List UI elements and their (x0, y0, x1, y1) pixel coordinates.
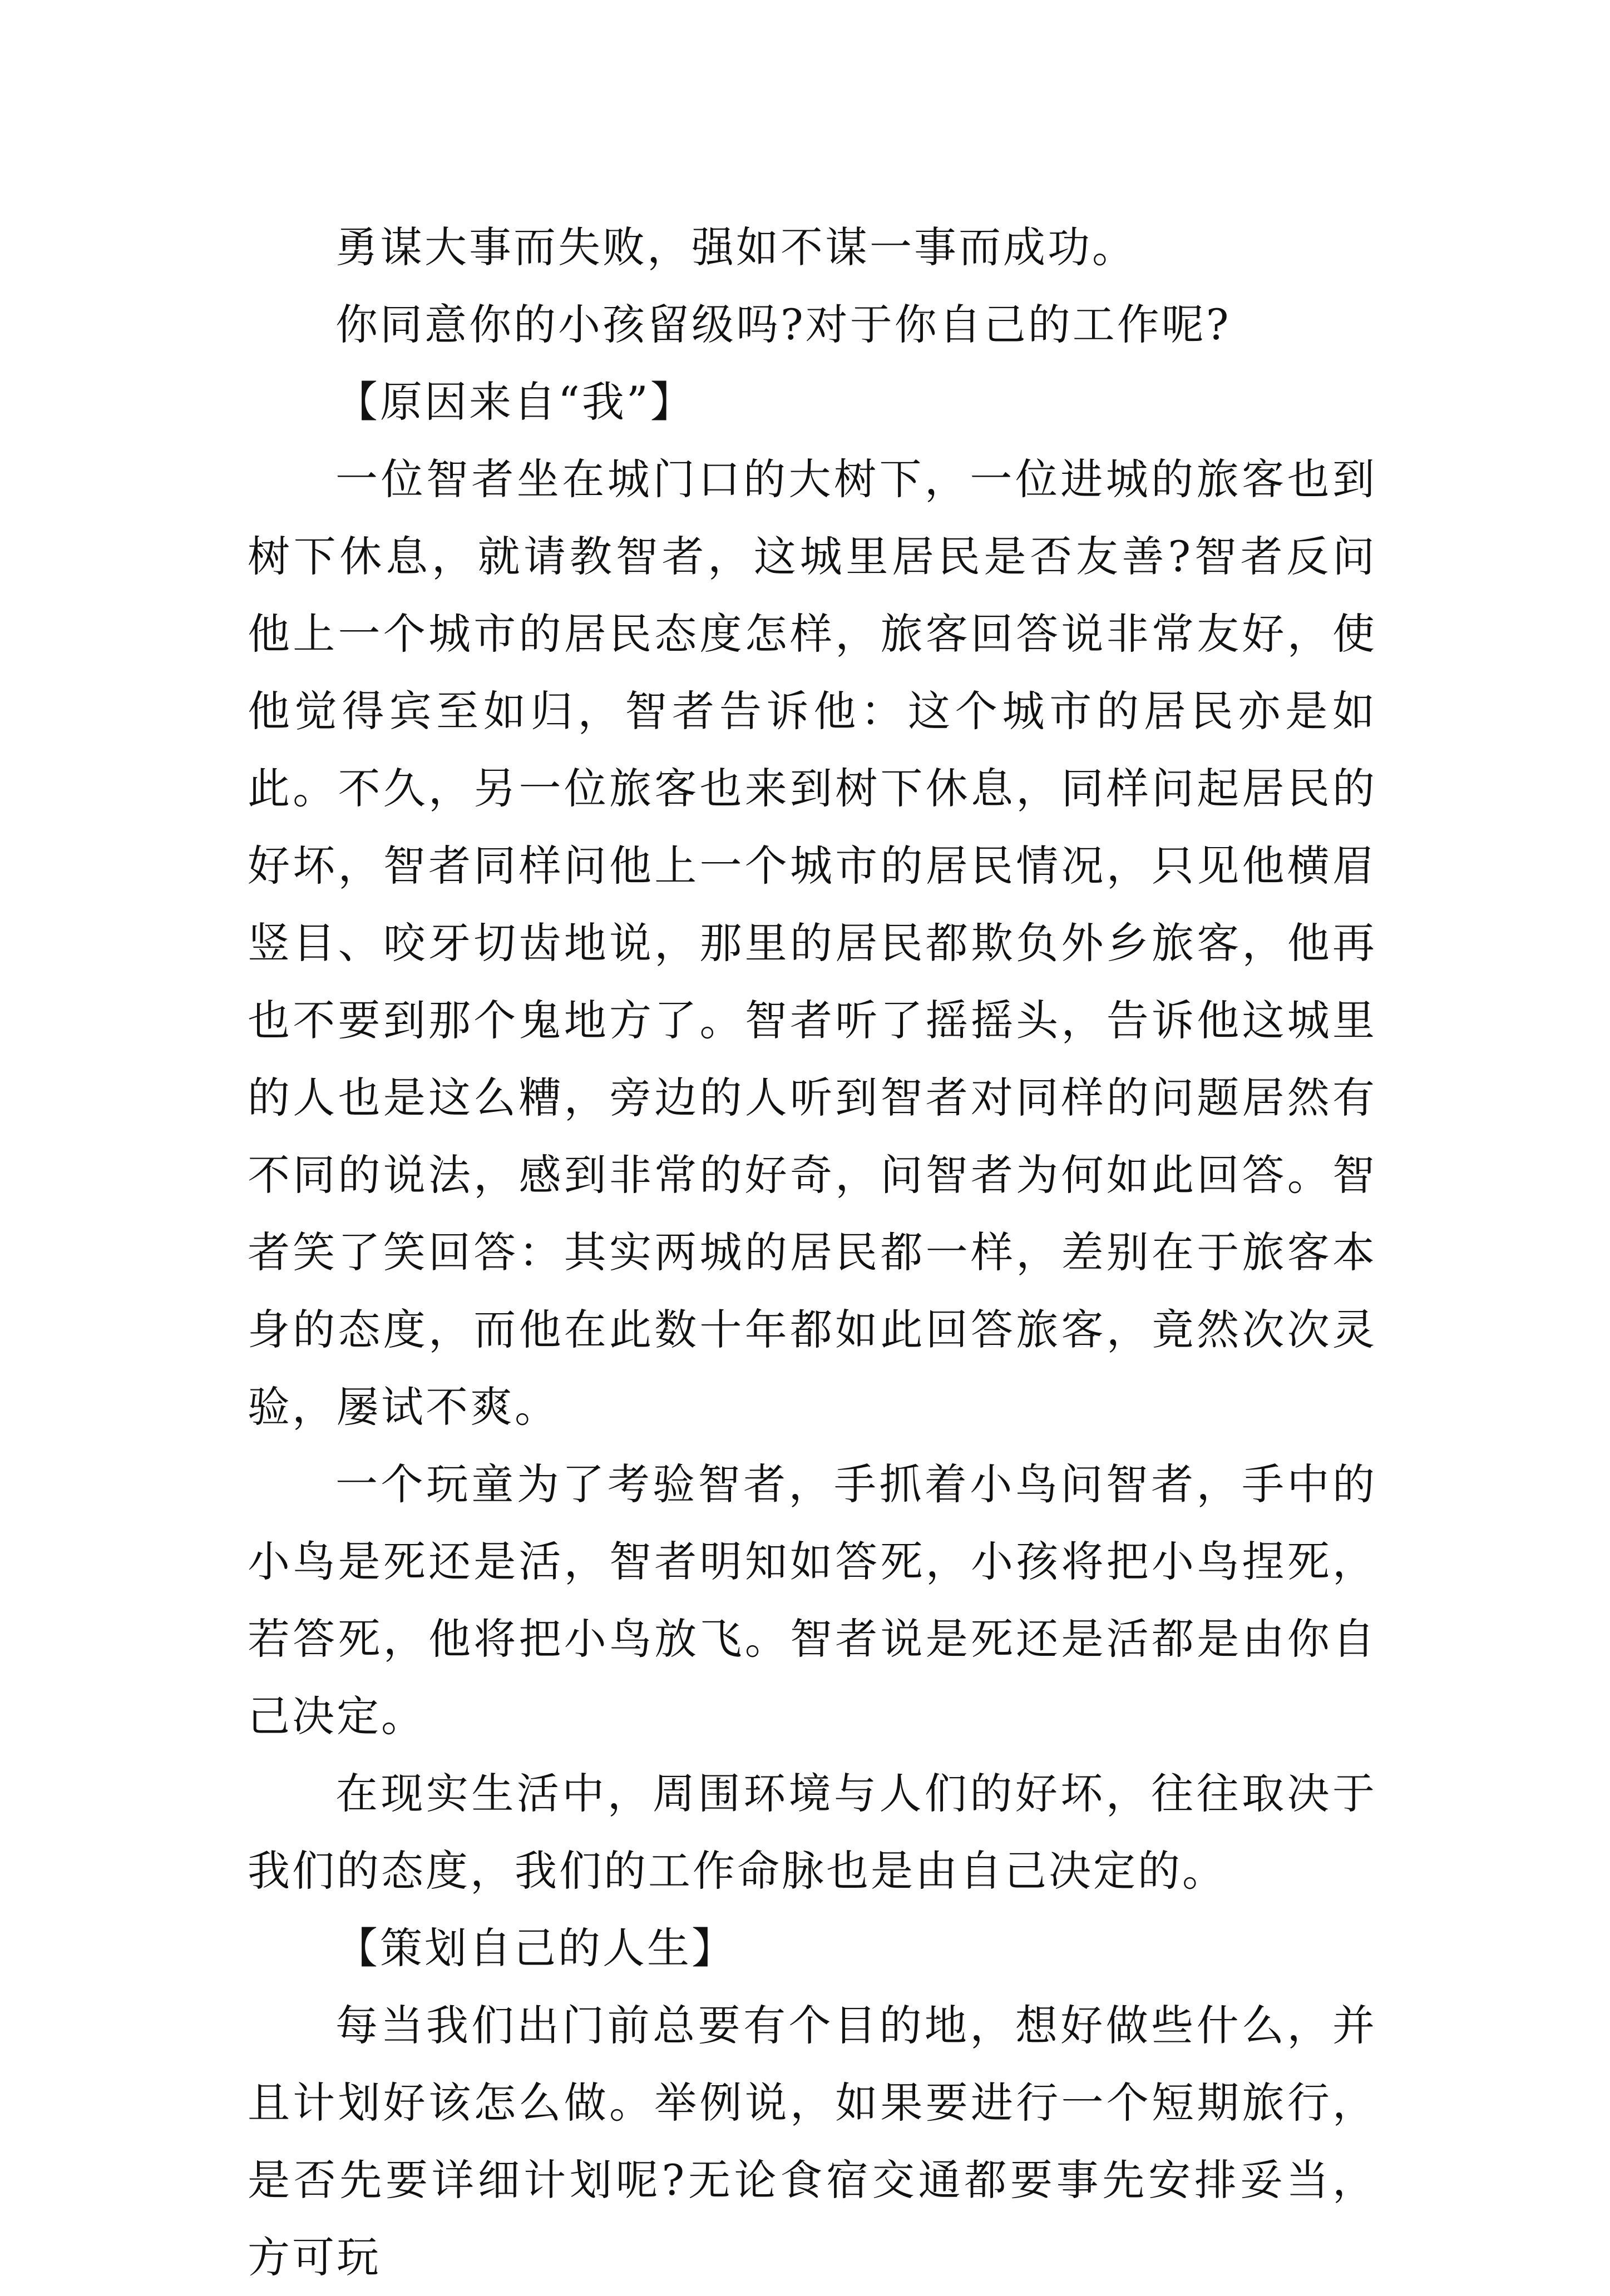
paragraph: 你同意你的小孩留级吗?对于你自己的工作呢? (335, 300, 1231, 349)
paragraph: 每当我们出门前总要有个目的地，想好做些什么，并且计划好该怎么做。举例说，如果要进行一个短期旅行，是否先要详细计划呢?无论食宿交通都要事先安排妥当，方可玩 (248, 2001, 1377, 2282)
paragraph: 一位智者坐在城门口的大树下，一位进城的旅客也到树下休息，就请教智者，这城里居民是否友善?智者反问他上一个城市的居民态度怎样，旅客回答说非常友好，使他觉得宾至如归，智者告诉他：这个城市的居民亦是如此。不久，另一位旅客也来到树下休息，同样问起居民的好坏，智者同样问他上一个城市的居民情况，只见他横眉竖目、咬牙切齿地说，那里的居民都欺负外乡旅客，他再也不要到那个鬼地方了。智者听了摇摇头，告诉他这城里的人也是这么糟，旁边的人听到智者对同样的问题居然有不同的说法，感到非常的好奇，问智者为何如此回答。智者笑了笑回答：其实两城的居民都一样，差别在于旅客本身的态度，而他在此数十年都如此回答旅客，竟然次次灵验，屡试不爽。 (248, 454, 1377, 1432)
document-body (248, 209, 1377, 2296)
paragraph: 在现实生活中，周围环境与人们的好坏，往往取决于我们的态度，我们的工作命脉也是由自己决定的。 (248, 1769, 1377, 1896)
paragraph: 勇谋大事而失败，强如不谋一事而成功。 (335, 222, 1137, 272)
paragraph: 一个玩童为了考验智者，手抓着小鸟问智者，手中的小鸟是死还是活，智者明知如答死，小孩将把小鸟捏死，若答死，他将把小鸟放飞。智者说是死还是活都是由你自己决定。 (248, 1459, 1377, 1741)
section-heading: 【原因来自“我”】 (335, 377, 695, 427)
section-heading: 【策划自己的人生】 (335, 1923, 736, 1973)
